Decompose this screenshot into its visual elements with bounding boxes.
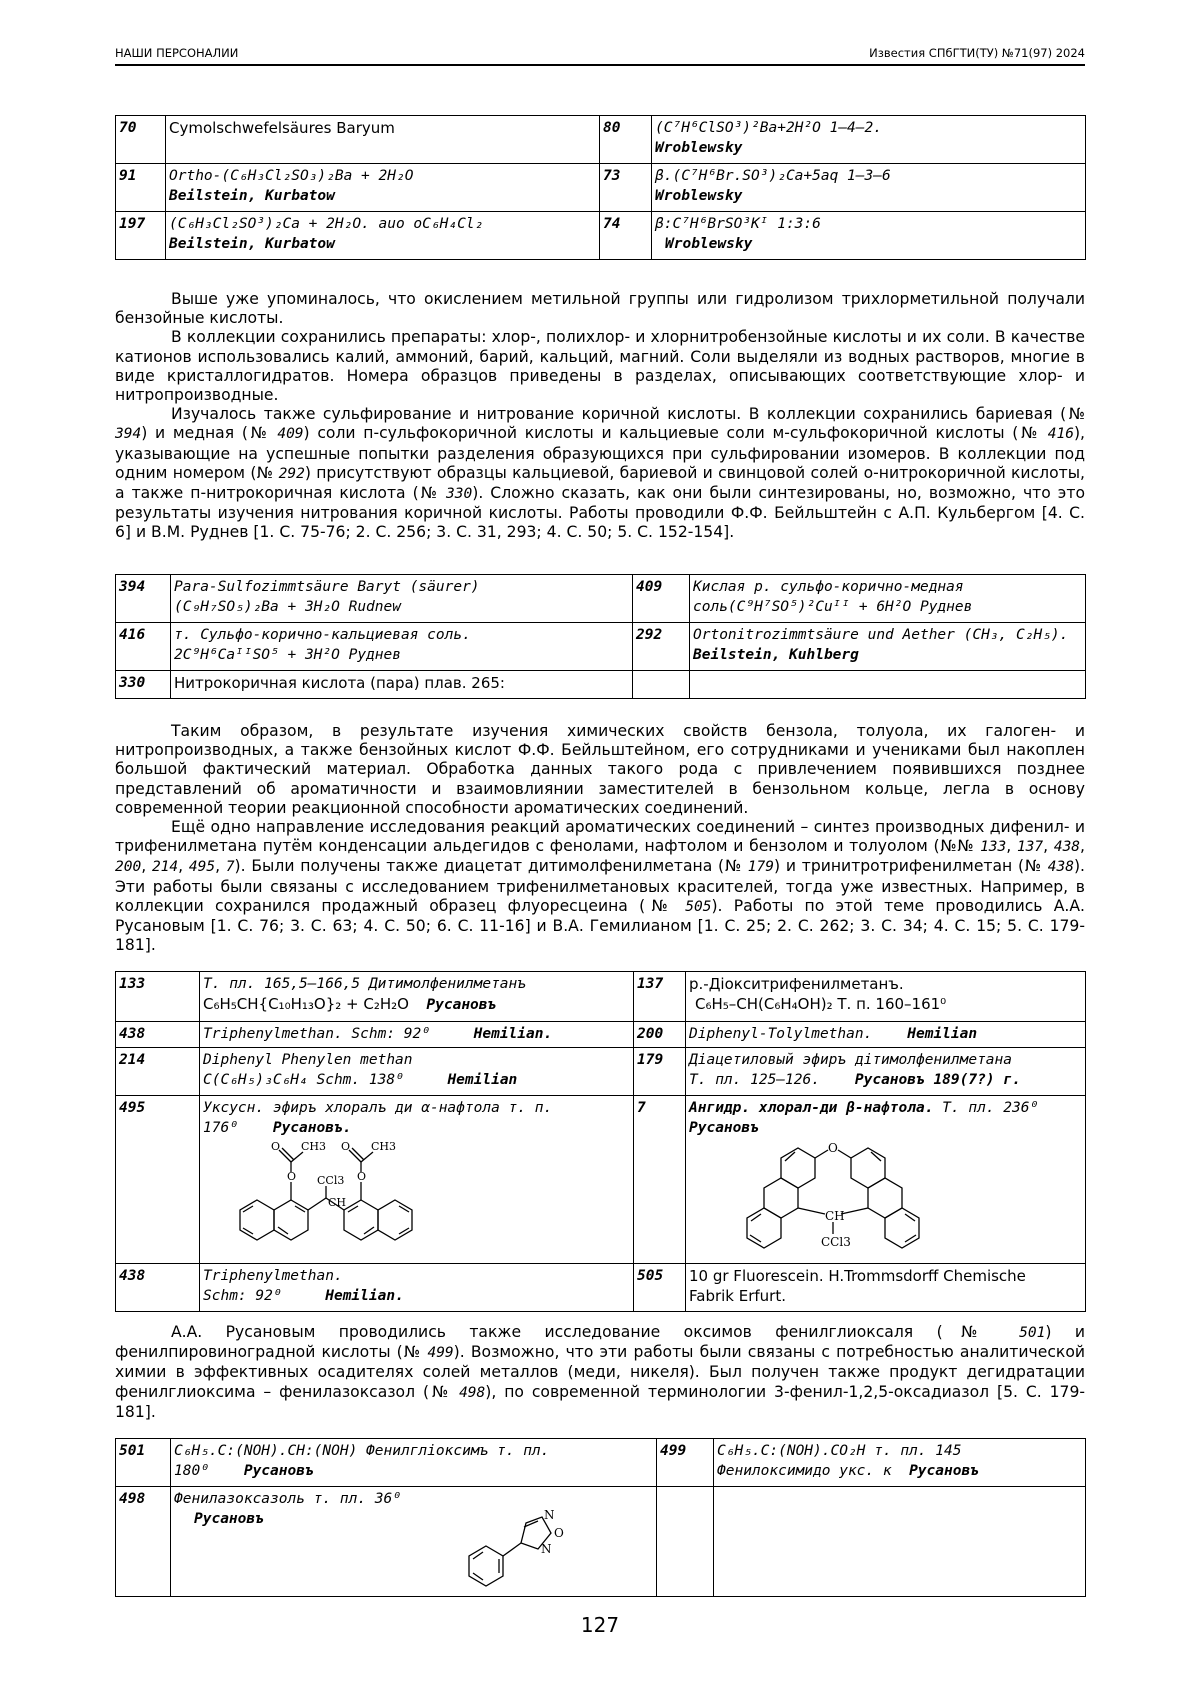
chloral-dinaphthol-acetate-structure [231, 1138, 491, 1256]
formula: C₆H₅.C:(NOH).CH:(NOH) Фенилгліоксимъ т. пл. [174, 1443, 550, 1459]
formula: C₆H₅CH{C₁₀H₁₃O}₂ + C₂H₂O [203, 995, 409, 1013]
sample-number: 409 [633, 575, 690, 623]
sample-number: 330 [116, 671, 171, 699]
sample-ref: 499 [427, 1345, 454, 1362]
table-triphenylmethanes [115, 971, 1086, 1312]
formula: (C₉H₇SO₅)₂Ba + 3H₂O Rudnew [174, 599, 401, 615]
body-text-3 [115, 1323, 1085, 1422]
sample-ref: 505 [685, 898, 712, 915]
sample-label [171, 623, 633, 671]
sample-ref: 498 [459, 1384, 486, 1401]
formula: (C⁷H⁶ClSO³)²Ba+2H²O 1–4–2. [655, 120, 882, 136]
body-text-1 [115, 290, 1085, 543]
formula: Діацетиловый эфиръ дітимолфенилметана [689, 1052, 1013, 1068]
paragraph: А.А. Русановым проводились также исследование оксимов фенилглиоксаля (№ 501) и фенилпировиноградной кислоты (№ 499). Возможно, что эти работы были связаны с потребностью аналитической химии в эффективных осадителях солей металлов (меди, никеля). Был получен также продукт дегидратации фенилглиоксима – фенилазоксазол (№ 498), по современной терминологии 3-фенил-1,2,5-оксадиазол [5. С. 179-181]. [115, 1323, 1086, 1421]
author: Русановъ [689, 1120, 759, 1136]
atom-label: O [357, 1170, 367, 1183]
author: Wroblewsky [655, 188, 743, 204]
sample-number: 416 [116, 623, 171, 671]
author: Beilstein, Kurbatow [169, 188, 335, 204]
author: Wroblewsky [655, 140, 743, 156]
sample-number: 7 [634, 1096, 686, 1264]
paragraph: В коллекции сохранились препараты: хлор-, полихлор- и хлорнитробензойные кислоты и их соли. В качестве катионов использовались калий, аммоний, барий, кальций, магний. Соли выделяли из водных растворов, многие в виде кристаллогидратов. Номера образцов приведены в разделах, описывающих соответствующие хлор- и нитропроизводные. [115, 328, 1085, 405]
author: Русановъ [909, 1463, 979, 1479]
sample-ref: 501 [1019, 1325, 1046, 1341]
sample-ref: 394 [115, 426, 142, 443]
sample-label [686, 1264, 1086, 1312]
running-header [115, 46, 1085, 64]
atom-label: O [287, 1170, 297, 1183]
atom-label: N [541, 1542, 552, 1556]
author: Hemilian. [325, 1288, 404, 1304]
table-cinnamic [115, 574, 1086, 699]
sample-ref: 214 [151, 859, 179, 876]
formula: Ortonitrozimmtsäure und Aether (CH₃, C₂H₅). [693, 627, 1069, 643]
sample-number: 499 [657, 1439, 714, 1487]
sample-number: 91 [116, 164, 166, 212]
formula: 176⁰ [203, 1120, 238, 1136]
melting-point: Schm: 92⁰ [203, 1288, 282, 1304]
formula: C(C₆H₅)₃C₆H₄ Schm. 138⁰ [203, 1072, 404, 1088]
table-row [116, 575, 1086, 623]
formula: Ortho-(C₆H₃Cl₂SO₃)₂Ba + 2H₂O [169, 168, 414, 184]
sample-ref: 200 [115, 859, 142, 876]
formula: 2C⁹H⁶CaᴵᴵSO⁵ + 3H²O Руднев [174, 647, 401, 663]
table-row [116, 972, 1086, 1022]
paragraph: Выше уже упоминалось, что окислением метильной группы или гидролизом трихлорметильной получали бензойные кислоты. [115, 290, 1085, 328]
sample-number: 179 [634, 1048, 686, 1096]
formula: 10 gr Fluorescein. H.Trommsdorff Chemische [689, 1267, 1026, 1285]
sample-number: 200 [634, 1022, 686, 1048]
sample-ref: 7 [225, 859, 235, 876]
sample-number: 73 [600, 164, 652, 212]
sample-ref: 495 [188, 859, 216, 876]
sample-label [652, 212, 1086, 260]
empty-cell [714, 1487, 1086, 1597]
table-row [116, 1096, 1086, 1264]
sample-label [686, 1022, 1086, 1048]
formula: соль(C⁹H⁷SO⁵)²Cuᴵᴵ + 6H²O Руднев [693, 599, 973, 615]
sample-number: 292 [633, 623, 690, 671]
sample-label: Cymolschwefelsäures Baryum [166, 116, 600, 164]
formula: β:C⁷H⁶BrSO³Kᴵ 1:3:6 [655, 216, 821, 232]
author: Beilstein, Kuhlberg [693, 647, 859, 663]
sample-number: 495 [116, 1096, 200, 1264]
melting-point: 180⁰ [174, 1463, 209, 1479]
sample-ref: 179 [747, 859, 774, 876]
sample-label [652, 164, 1086, 212]
empty-cell [657, 1487, 714, 1597]
sample-label: Нитрокоричная кислота (пара) плав. 265: [171, 671, 633, 699]
sample-label [171, 1487, 657, 1597]
compound-name: Фенилоксимидо укс. к [717, 1463, 892, 1479]
sample-label [200, 1022, 634, 1048]
sample-label [200, 1048, 634, 1096]
sample-ref: 438 [1053, 839, 1081, 856]
header-rule [115, 64, 1085, 66]
sample-number: 70 [116, 116, 166, 164]
sample-number: 197 [116, 212, 166, 260]
manufacturer: Fabrik Erfurt. [689, 1287, 787, 1305]
sample-label [690, 575, 1086, 623]
sample-label [714, 1439, 1086, 1487]
table-row [116, 164, 1086, 212]
sample-number: 498 [116, 1487, 171, 1597]
sample-number: 80 [600, 116, 652, 164]
formula: Para-Sulfozimmtsäure Baryt (säurer) [174, 579, 480, 595]
sample-label [166, 212, 600, 260]
empty-cell [690, 671, 1086, 699]
author: Hemilian [447, 1072, 518, 1088]
author: Wroblewsky [665, 236, 753, 252]
atom-label: N [544, 1508, 555, 1522]
melting-point: Т. пл. 236⁰ [942, 1100, 1039, 1116]
atom-label: O [554, 1526, 564, 1540]
body-text-2 [115, 722, 1085, 955]
sample-number: 133 [116, 972, 200, 1022]
atom-label: CH3 [371, 1140, 397, 1153]
atom-label: CH3 [301, 1140, 327, 1153]
sample-label [690, 623, 1086, 671]
header-journal: Известия СПбГТИ(ТУ) №71(97) 2024 [869, 46, 1085, 60]
sample-label [200, 1096, 634, 1264]
formula: p.-Діокситрифенилметанъ. [689, 975, 904, 993]
formula: β.(C⁷H⁶Br.SO³)₂Ca+5aq 1–3–6 [655, 168, 891, 184]
sample-label [171, 575, 633, 623]
table-row [116, 623, 1086, 671]
author: Русановъ [194, 1511, 264, 1527]
formula: Triphenylmethan. [203, 1268, 343, 1284]
table-row [116, 1264, 1086, 1312]
sample-ref: 330 [446, 486, 473, 503]
atom-label: CH [328, 1196, 347, 1209]
sample-ref: 409 [277, 426, 304, 443]
formula: C₆H₅.C:(NOH).CO₂H т. пл. 145 [717, 1443, 962, 1459]
formula: Diphenyl-Tolylmethan. [689, 1026, 873, 1042]
author: Русановъ [426, 997, 497, 1013]
table-row [116, 1439, 1086, 1487]
sample-ref: 438 [1047, 859, 1074, 876]
phenyl-oxadiazole-structure [456, 1491, 586, 1591]
sample-number: 137 [634, 972, 686, 1022]
sample-ref: 416 [1047, 426, 1074, 443]
paragraph: Ещё одно направление исследования реакций ароматических соединений – синтез производных дифенил- и трифенилметана путём конденсации альдегидов с фенолами, нафтолом и бензолом и толуолом (№№ 133, 137, 438, 200, 214, 495, 7). Были получены также диацетат дитимолфенилметана (№ 179) и тринитротрифенилметан (№ 438). Эти работы были связаны с исследованием трифенилметановых красителей, тогда уже известных. Например, в коллекции сохранился продажный образец флуоресцеина (№ 505). Работы по этой теме проводились А.А. Русановым [1. С. 76; 3. С. 63; 4. С. 50; 6. С. 11-16] и В.А. Гемилианом [1. С. 25; 2. С. 262; 3. С. 34; 4. С. 15; 5. С. 179-181]. [115, 818, 1086, 955]
atom-label: CCl3 [317, 1174, 345, 1187]
atom-label: O [828, 1141, 838, 1155]
table-row [116, 116, 1086, 164]
table-row [116, 212, 1086, 260]
formula: т. Сульфо-корично-кальциевая соль. [174, 627, 471, 643]
formula: C₆H₅–CH(C₆H₄OH)₂ Т. п. 160–161⁰ [695, 995, 947, 1013]
header-section: НАШИ ПЕРСОНАЛИИ [115, 46, 239, 60]
formula: (C₆H₃Cl₂SO³)₂Ca + 2H₂O. auo oC₆H₄Cl₂ [169, 216, 484, 232]
table-row [116, 1487, 1086, 1597]
table-row [116, 1048, 1086, 1096]
author: Hemilian [907, 1026, 978, 1042]
table-oximes [115, 1438, 1086, 1597]
sample-label [686, 1096, 1086, 1264]
atom-label: CCl3 [821, 1235, 851, 1249]
author: Русановъ. [272, 1120, 352, 1136]
dinaphthopyran-structure [733, 1138, 933, 1256]
sample-number: 214 [116, 1048, 200, 1096]
table-row [116, 671, 1086, 699]
table-row [116, 1022, 1086, 1048]
formula: Фенилазоксазоль т. пл. 36⁰ [174, 1491, 401, 1507]
sample-label [686, 972, 1086, 1022]
sample-label [200, 1264, 634, 1312]
sample-number: 394 [116, 575, 171, 623]
paragraph: Изучалось также сульфирование и нитрование коричной кислоты. В коллекции сохранились бариевая (№ 394) и медная (№ 409) соли п-сульфокоричной кислоты и кальциевые соли м-сульфокоричной кислоты (№ 416), указывающие на успешные попытки разделения образующихся при сульфировании изомеров. В коллекции под одним номером (№ 292) присутствуют образцы кальциевой, бариевой и свинцовой солей о-нитрокоричной кислоты, а также п-нитрокоричная кислота (№ 330). Сложно сказать, как они были синтезированы, но, возможно, что это результаты изучения нитрования коричной кислоты. Работы проводили Ф.Ф. Бейльштейн с А.П. Кульбергом [4. С. 6] и В.М. Руднев [1. С. 75-76; 2. С. 256; 3. С. 31, 293; 4. С. 50; 5. С. 152-154]. [115, 405, 1086, 542]
sample-label [166, 164, 600, 212]
sample-ref: 137 [1016, 839, 1044, 856]
author: Hemilian. [473, 1026, 553, 1042]
atom-label: O [271, 1140, 281, 1153]
empty-cell [633, 671, 690, 699]
formula: Т. пл. 165,5–166,5 Дитимолфенилметанъ [203, 976, 527, 992]
sample-number: 501 [116, 1439, 171, 1487]
atom-label: O [341, 1140, 351, 1153]
formula: Т. пл. 125–126. [689, 1072, 820, 1088]
author: Beilstein, Kurbatow [169, 236, 335, 252]
sample-number: 74 [600, 212, 652, 260]
author: Русановъ [243, 1463, 314, 1479]
sample-label [686, 1048, 1086, 1096]
sample-label [200, 972, 634, 1022]
sample-label [171, 1439, 657, 1487]
atom-label: CH [825, 1209, 845, 1223]
sample-number: 505 [634, 1264, 686, 1312]
table-sulfonates [115, 115, 1086, 260]
formula: Triphenylmethan. Schm: 92⁰ [203, 1026, 430, 1042]
sample-number: 438 [116, 1264, 200, 1312]
sample-label [652, 116, 1086, 164]
sample-number: 438 [116, 1022, 200, 1048]
formula: Diphenyl Phenylen methan [203, 1052, 413, 1068]
author: Русановъ 189(7?) г. [854, 1072, 1021, 1088]
paragraph: Таким образом, в результате изучения химических свойств бензола, толуола, их галоген- и нитропроизводных, а также бензойных кислот Ф.Ф. Бейльштейном, его сотрудниками и учениками был накоплен большой фактический материал. Обработка данных такого рода с привлечением появившихся позднее представлений об ароматичности и взаимовлиянии заместителей в бензольном кольце, легла в основу современной теории реакционной способности ароматических соединений. [115, 722, 1085, 817]
sample-ref: 133 [980, 839, 1007, 856]
sample-ref: 292 [278, 465, 305, 482]
formula: Ангидр. хлорал-ди β-нафтола. [689, 1100, 934, 1116]
formula: Уксусн. эфиръ хлоралъ ди α-нафтола т. п. [203, 1100, 553, 1116]
page-number: 127 [580, 1613, 620, 1637]
formula: Кислая р. сульфо-корично-медная [693, 579, 964, 595]
